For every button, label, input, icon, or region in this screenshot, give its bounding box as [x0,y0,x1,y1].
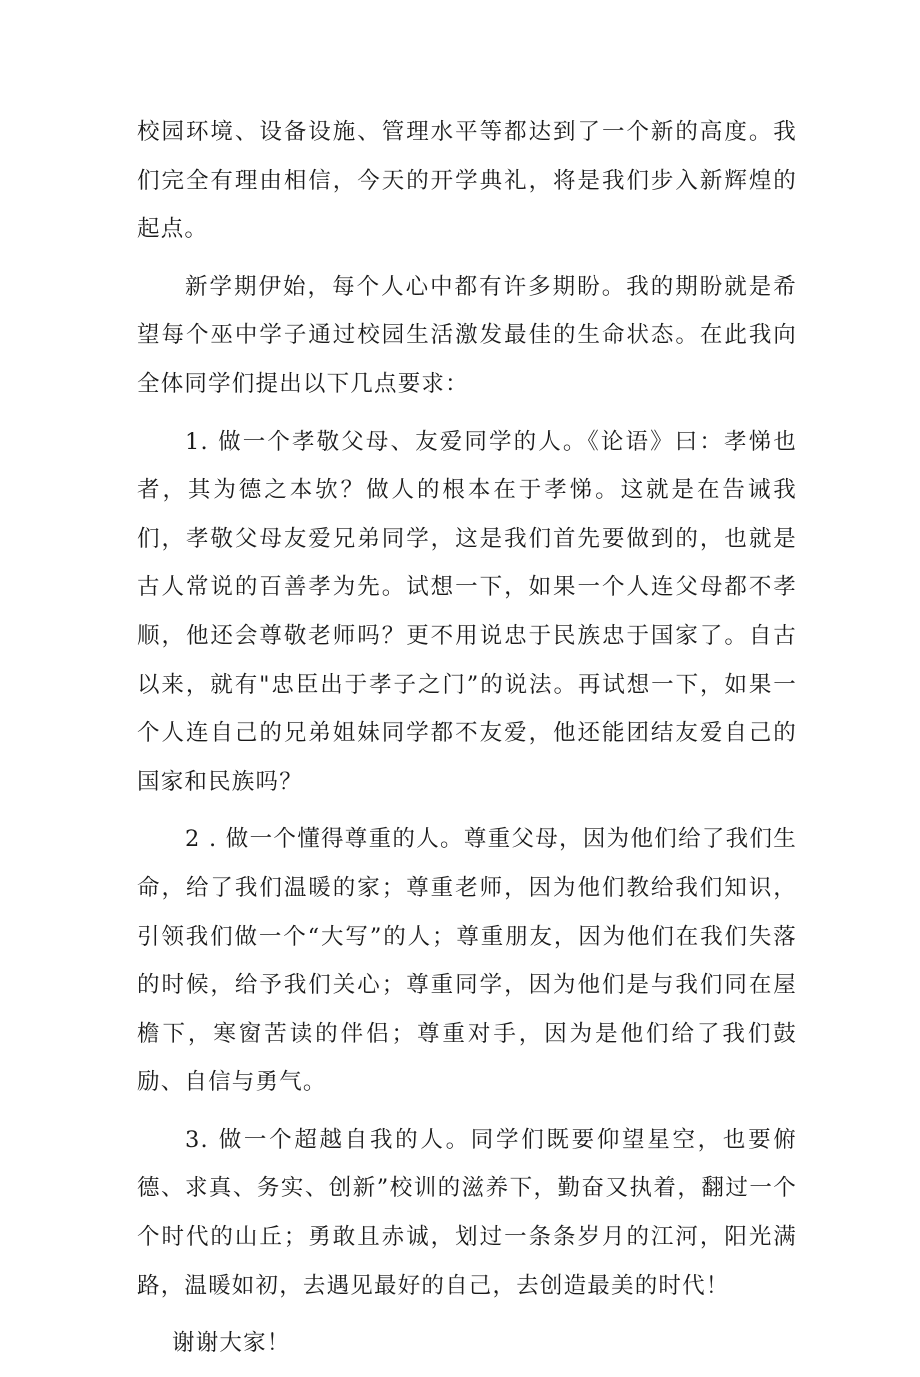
paragraph-expectations: 新学期伊始，每个人心中都有许多期盼。我的期盼就是希望每个巫中学子通过校园生活激发最佳的生命状态。在此我向全体同学们提出以下几点要求： [137,273,797,397]
paragraph-closing-thanks: 谢谢大家！ [172,1330,291,1357]
paragraph-requirement-1: 1. 做一个孝敬父母、友爱同学的人。《论语》曰：孝悌也者，其为德之本欤？做人的根本在于孝悌。这就是在告诫我们，孝敬父母友爱兄弟同学，这是我们首先要做到的，也就是古人常说的百善孝为先。试想一下，如果一个人连父母都不孝顺，他还会尊敬老师吗？更不用说忠于民族忠于国家了。自古以来，就有"忠臣出于孝子之门”的说法。再试想一下，如果一个人连自己的兄弟姐妹同学都不友爱，他还能团结友爱自己的国家和民族吗？ [137,428,797,795]
paragraph-requirement-3: 3. 做一个超越自我的人。同学们既要仰望星空，也要俯德、求真、务实、创新”校训的滋养下，勤奋又执着，翻过一个个时代的山丘；勇敢且赤诚，划过一条条岁月的江河，阳光满路，温暖如初，去遇见最好的自己，去创造最美的时代！ [137,1126,797,1299]
paragraph-requirement-2: 2 . 做一个懂得尊重的人。尊重父母，因为他们给了我们生命，给了我们温暖的家；尊重老师，因为他们教给我们知识，引领我们做一个“大写”的人；尊重朋友，因为他们在我们失落的时候，给予我们关心；尊重同学，因为他们是与我们同在屋檐下，寒窗苦读的伴侣；尊重对手，因为是他们给了我们鼓励、自信与勇气。 [137,826,797,1096]
document-body [137,108,797,1377]
paragraph-intro-continued: 校园环境、设备设施、管理水平等都达到了一个新的高度。我们完全有理由相信，今天的开学典礼，将是我们步入新辉煌的起点。 [137,119,797,243]
